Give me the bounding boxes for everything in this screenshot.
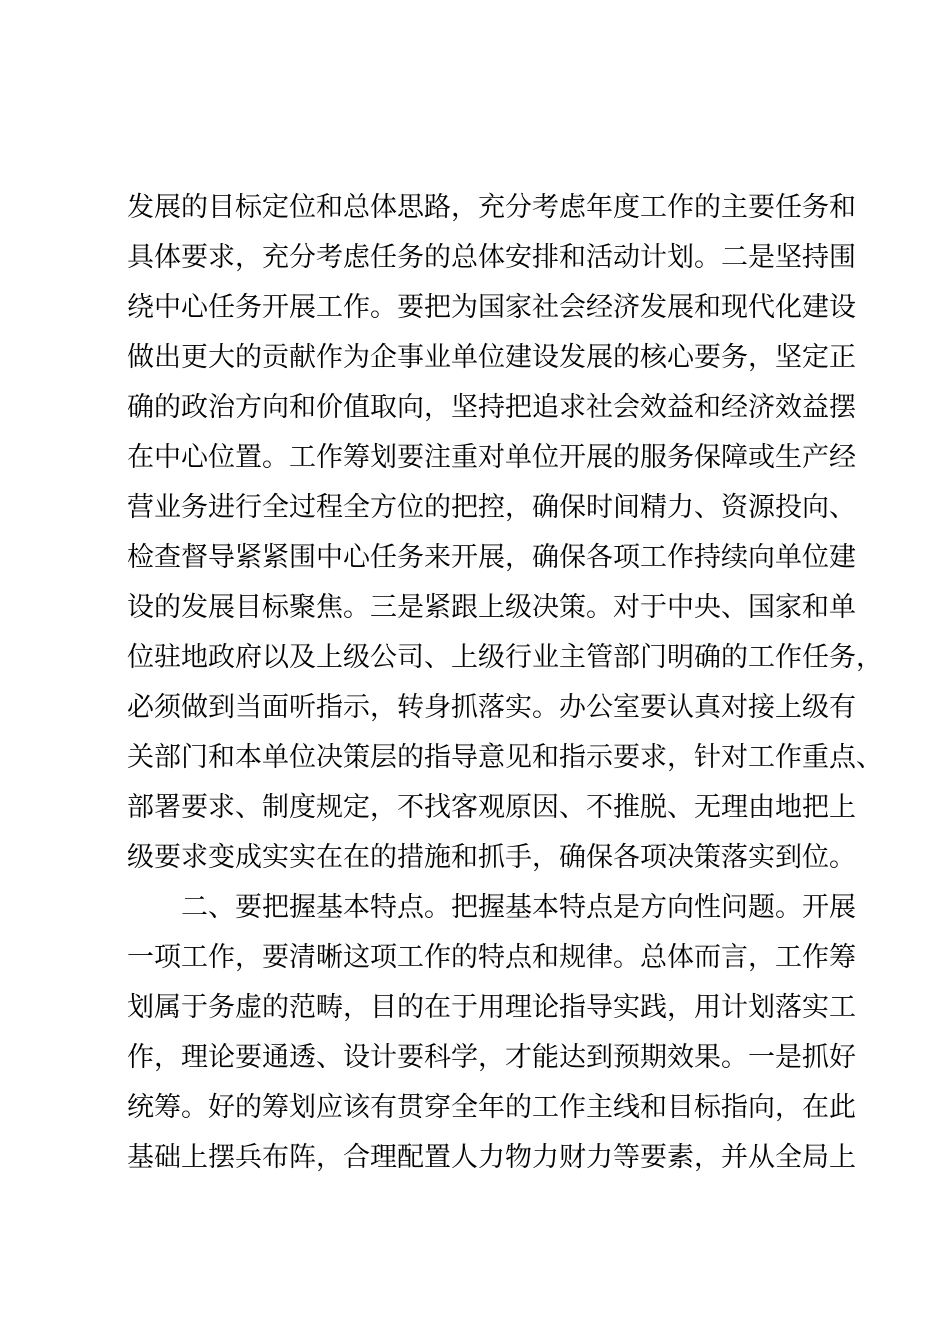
text-line: 必须做到当面听指示，转身抓落实。办公室要认真对接上级有 bbox=[127, 692, 856, 723]
paragraph-start-line: 二、要把握基本特点。把握基本特点是方向性问题。开展 bbox=[181, 892, 856, 923]
text-line: 基础上摆兵布阵，合理配置人力物力财力等要素，并从全局上 bbox=[127, 1142, 856, 1173]
text-line: 设的发展目标聚焦。三是紧跟上级决策。对于中央、国家和单 bbox=[127, 592, 856, 623]
text-line: 检查督导紧紧围中心任务来开展，确保各项工作持续向单位建 bbox=[127, 542, 856, 573]
text-line: 在中心位置。工作筹划要注重对单位开展的服务保障或生产经 bbox=[127, 442, 856, 473]
text-line: 关部门和本单位决策层的指导意见和指示要求，针对工作重点、 bbox=[127, 742, 883, 773]
text-line: 一项工作，要清晰这项工作的特点和规律。总体而言，工作筹 bbox=[127, 942, 856, 973]
text-line: 统筹。好的筹划应该有贯穿全年的工作主线和目标指向，在此 bbox=[127, 1092, 856, 1123]
text-line: 级要求变成实实在在的措施和抓手，确保各项决策落实到位。 bbox=[127, 842, 856, 873]
text-line: 作，理论要通透、设计要科学，才能达到预期效果。一是抓好 bbox=[127, 1042, 856, 1073]
text-line: 发展的目标定位和总体思路，充分考虑年度工作的主要任务和 bbox=[127, 192, 856, 223]
text-line: 位驻地政府以及上级公司、上级行业主管部门明确的工作任务， bbox=[127, 642, 883, 673]
text-line: 具体要求，充分考虑任务的总体安排和活动计划。二是坚持围 bbox=[127, 242, 856, 273]
body-text bbox=[127, 183, 883, 1183]
text-line: 确的政治方向和价值取向，坚持把追求社会效益和经济效益摆 bbox=[127, 392, 856, 423]
text-line: 做出更大的贡献作为企事业单位建设发展的核心要务，坚定正 bbox=[127, 342, 856, 373]
text-line: 划属于务虚的范畴，目的在于用理论指导实践，用计划落实工 bbox=[127, 992, 856, 1023]
text-line: 营业务进行全过程全方位的把控，确保时间精力、资源投向、 bbox=[127, 492, 856, 523]
text-line: 部署要求、制度规定，不找客观原因、不推脱、无理由地把上 bbox=[127, 792, 856, 823]
text-line: 绕中心任务开展工作。要把为国家社会经济发展和现代化建设 bbox=[127, 292, 856, 323]
